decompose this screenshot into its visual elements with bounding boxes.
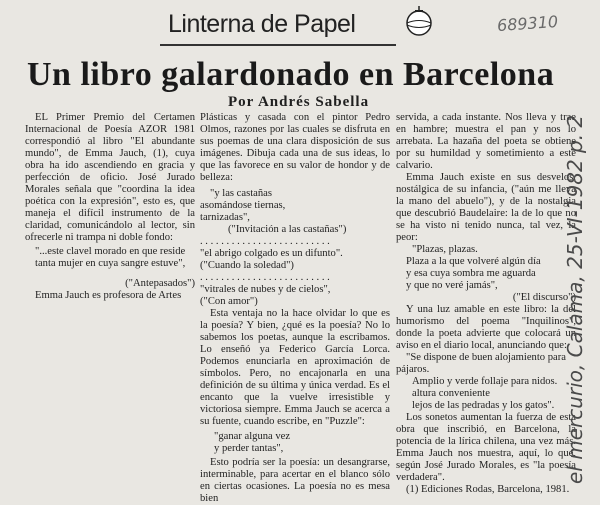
headline: Un libro galardonado en Barcelona	[27, 56, 555, 93]
archive-number: 689310	[496, 11, 559, 36]
article-column-2	[200, 112, 390, 505]
header-rule	[160, 44, 396, 46]
verse-line: asomándose tiernas,	[200, 200, 286, 211]
verse-line: y esa cuya sombra me aguarda	[406, 268, 536, 279]
ellipsis-divider: . . . . . . . . . . . . . . . . . . . . . . . . .	[200, 236, 330, 247]
verse-line: altura conveniente	[412, 388, 490, 399]
verse-line: "Plazas, plazas.	[412, 244, 478, 255]
verse-line: "y las castañas	[210, 188, 272, 199]
verse-line: "ganar alguna vez	[214, 431, 291, 442]
article-column-1	[25, 112, 195, 302]
verse-quote: "...este clavel morado en que reside tanta mujer en cuya sangre estuve",	[35, 246, 186, 269]
paragraph: Emma Jauch es profesora de Artes	[35, 290, 182, 301]
paragraph: Esta ventaja no la hace olvidar lo que es la poesía? Y bien, ¿qué es la poesía? No lo sabemos los poetas, aunque la escribamos. Lo enseñó ya Federico García Lorca. Podemos enunciarla en aproximación de símbolos. Pero, no encajonarla en una definición de su última y única verdad. Es el encanto que la vuelve irresistible y victoriosa siempre. Emma Jauch se acerca a su fuente, cuando escribe, en "Puzzle":	[200, 308, 390, 427]
verse-line: "vitrales de nubes y de cielos",	[200, 284, 331, 295]
verse-line: lejos de las pedradas y los gatos".	[412, 400, 555, 411]
paragraph: Plásticas y casada con el pintor Pedro Olmos, razones por las cuales se disfruta en sus poemas de una clara disposición de sus imágenes. Dibuja cada una de sus ideas, lo que las favorece en su valor de hondor y de belleza:	[200, 112, 390, 183]
paragraph: Los sonetos aumentan la fuerza de esta obra que inscribió, en Barcelona, la potencia de la lírica chilena, una vez más. Emma Jauch nos muestra, aquí, lo que, según José Jurado Morales, es "la poesía verdadera".	[396, 412, 576, 483]
ellipsis-divider: . . . . . . . . . . . . . . . . . . . . . . . . .	[200, 272, 330, 283]
footnote: (1) Ediciones Rodas, Barcelona, 1981.	[406, 484, 570, 495]
column-title: Linterna de Papel	[168, 10, 356, 38]
source-note-text: el mercurio, Calama, 25-VI-1982 p. 2	[563, 114, 587, 484]
lantern-icon	[404, 6, 434, 36]
handwritten-source-note	[543, 100, 587, 485]
verse-line: tarnizadas",	[200, 212, 250, 223]
paragraph: EL Primer Premio del Certamen Internacional de Poesía AZOR 1981 correspondió al libro "El abundante mundo", de Emma Jauch, (1), cuya obra ha ido ascendiendo en gracia y perfección de oficio. José Jurado Morales señala que "coordina la idea poética con la expresión", esto es, que maneja el difícil instrumento de la claridad, comunicándolo al lector, sin ofrecerle ni trampa ni doble fondo:	[25, 112, 195, 243]
verse-line: Plaza a la que volveré algún día	[406, 256, 541, 267]
verse-line: y perder tantas",	[214, 443, 284, 454]
verse-line: Amplio y verde follaje para nidos.	[412, 376, 558, 387]
verse-reference: ("Con amor")	[200, 296, 258, 307]
quote-reference: ("Antepasados")	[125, 278, 195, 289]
verse-line: "Se dispone de buen alojamiento para pájaros.	[396, 352, 566, 375]
paragraph: Esto podría ser la poesía: un desangrarse, interminable, para acertar en el blanco sólo en ciertas ocasiones. La poesía no es mesa bien	[200, 457, 390, 504]
verse-reference: ("Cuando la soledad")	[200, 260, 294, 271]
paragraph: Y una luz amable en este libro: la del humorismo del poema "Inquilinos", donde la poeta advierte que colocará un aviso en el diario local, anunciando que:	[396, 304, 576, 351]
byline: Por Andrés Sabella	[228, 94, 370, 110]
verse-reference: ("Invitación a las castañas")	[228, 224, 347, 235]
paragraph: servida, a cada instante. Nos lleva y trae en hambre; muestra el pan y nos lo arrebata. La hazaña del poeta se obtiene por su humildad y sometimiento a este calvario.	[396, 112, 576, 171]
paragraph: Emma Jauch existe en sus desvelos, nostálgica de su infancia, ("aún me lleva la mano del abuelo"), y de la nostalgia que descubrió Baudelaire: la de lo que no se ha visto ni tenido nunca, tal vez, la peor:	[396, 172, 576, 243]
verse-reference: ("El discurso")	[512, 292, 576, 303]
verse-line: "el abrigo colgado es un difunto".	[200, 248, 343, 259]
verse-line: y que no veré jamás",	[406, 280, 498, 291]
